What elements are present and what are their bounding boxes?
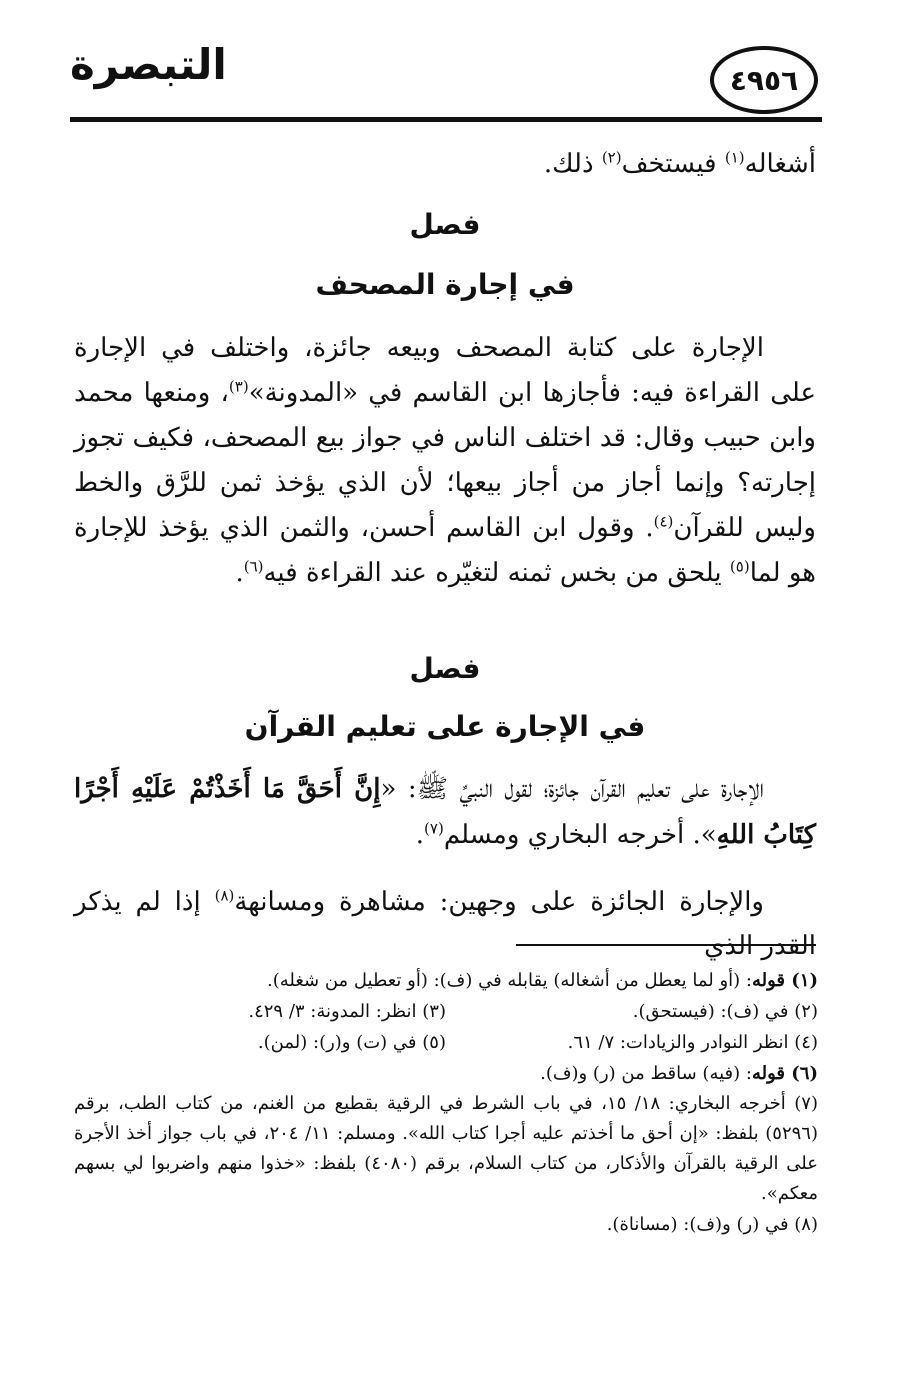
paragraph-3 [74,766,816,858]
text: إذا لم يذكر القدر الذي [74,887,816,961]
paragraph-4 [74,880,816,968]
paragraph-1 [74,143,816,185]
footnote-ref: (٨) [214,886,235,905]
section-subheading: في الإجارة على تعليم القرآن [244,710,646,743]
text: الإجارة على تعليم القرآن جائزة؛ لقول النبيِّ ﷺ: « [380,774,764,804]
section-subheading: في إجارة المصحف [315,268,575,301]
footnote-ref: (٢) [601,148,622,167]
text: والإجارة الجائزة على وجهين: مشاهرة ومسانهة [234,887,764,917]
footnote-ref: (١) [724,148,745,167]
text: يلحق من بخس ثمنه لتغيّره عند القراءة فيه [263,558,730,588]
footnote-8: (٨) في (ر) و(ف): (مساناة). [606,1214,818,1235]
header-rule [70,117,822,122]
footnote-label: (٦) قوله [751,1063,818,1084]
footnote-4: (٤) انظر النوادر والزيادات: ٧/ ٦١. [567,1032,818,1053]
footnote-ref: (٦) [243,557,264,576]
footnote-row [74,996,818,1027]
footnote-text: : (أو لما يعطل من أشغاله) يقابله في (ف): (أو تعطيل من شغله). [267,970,752,991]
footnote-ref: (٥) [729,557,750,576]
text: . [235,558,244,588]
quoted-hadith: إِنَّ أَحَقَّ مَا أَخَذْتُمْ عَلَيْهِ أَجْرًا كِتَابُ اللهِ [74,774,816,850]
footnote-1 [74,965,818,996]
footnote-3: (٣) انظر: المدونة: ٣/ ٤٢٩. [248,1001,446,1022]
footnote-label: (١) قوله [751,970,818,991]
section-heading: فصل [409,652,481,685]
paragraph-2 [74,326,816,596]
footnote-7: (٧) أخرجه البخاري: ١٨/ ١٥، في باب الشرط في الرقية بقطيع من الغنم، من كتاب الطب، برقم (٥٢٩٦) بلفظ: «إن أحق ما أخذتم عليه أجرا كتاب الله». ومسلم: ١١/ ٢٠٤، في باب جواز أخذ الأجرة على الرقية بالقرآن والأذكار، من كتاب السلام، برقم (٤٠٨٠) بلفظ: «خذوا منهم واضربوا لي بسهم معكم». [74,1093,818,1204]
footnotes [74,965,818,1240]
footnote-6 [74,1058,818,1089]
footnote-ref: (٤) [653,512,674,531]
section-heading: فصل [409,208,481,241]
text: . وقول ابن القاسم أحسن، والثمن الذي يؤخذ للإجارة هو لما [74,513,816,588]
text: الإجارة على كتابة المصحف وبيعه جائزة، واختلف في الإجارة على القراءة فيه: فأجازها ابن القاسم في «المدونة» [74,333,816,408]
text: ». أخرجه البخاري ومسلم [443,820,717,850]
text: . [415,820,425,850]
text: ، ومنعها محمد وابن حبيب وقال: قد اختلف الناس في جواز بيع المصحف، فكيف تجوز إجارته؟ وإنما أجاز من أجاز بيعها؛ لأن الذي يؤخذ ثمن للرَّق والخط وليس للقرآن [74,378,816,543]
footnote-5: (٥) في (ت) و(ر): (لمن). [257,1032,446,1053]
page-number: ٤٩٥٦ [710,46,818,114]
text: أشغاله [744,149,816,179]
footnote-row [74,1027,818,1058]
footnote-text: : (فيه) ساقط من (ر) و(ف). [540,1063,752,1084]
page-header [70,40,818,122]
text: فيستخف [621,149,725,179]
book-title: التبصرة [70,40,227,89]
text: ذلك. [543,149,602,179]
footnote-2: (٢) في (ف): (فيستحق). [632,1001,818,1022]
footnote-ref: (٣) [228,377,249,396]
footnote-rule [516,944,816,946]
footnote-ref: (٧) [424,819,444,838]
